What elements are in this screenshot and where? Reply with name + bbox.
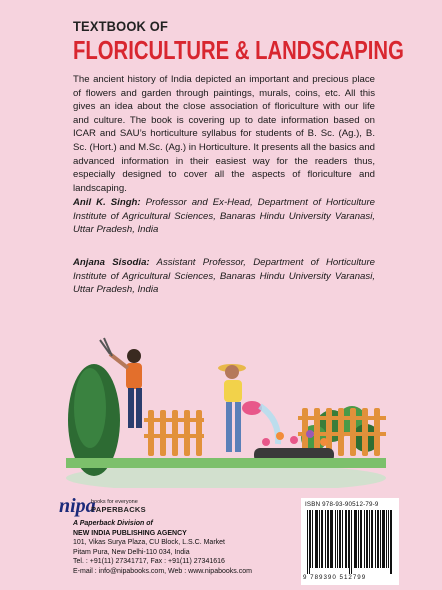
barcode-number: 9 789390 512799 [303, 574, 367, 581]
nipa-logo-text: nipa [59, 495, 96, 517]
book-title-block [73, 18, 404, 66]
phone-fax: Tel. : +91(11) 27341717, Fax : +91(11) 27341616 [73, 558, 225, 566]
author-1-name: Anil K. Singh: [73, 197, 141, 208]
logo-imprint: PAPERBACKS [91, 505, 146, 514]
book-title: FLORICULTURE & LANDSCAPING [73, 35, 404, 65]
gardening-illustration [66, 308, 386, 488]
publisher-name: NEW INDIA PUBLISHING AGENCY [73, 529, 187, 537]
author-1-details: Professor and Ex-Head, Department of Horticulture Institute of Agricultural Sciences, Banaras Hindu University Varanasi, Uttar Pradesh, India [73, 197, 375, 236]
barcode-panel [301, 498, 399, 585]
logo-tagline: books for everyone [91, 499, 138, 505]
barcode-icon [307, 510, 393, 574]
gardener-watering [218, 364, 278, 452]
isbn-text: ISBN 978-93-90512-79-9 [305, 501, 379, 508]
book-blurb: The ancient history of India depicted an important and precious place of flowers and garden through paintings, murals, coins, etc. All this gives an idea about the close association of floriculture with our life and culture. The book is covering up to date information based on ICAR and SAU’s horticulture syllabus for students of B. Sc. (Ag.), B. Sc. (Hort.) and M.Sc. (Ag.) in Horticulture. It presents all the basics and advanced information in their easiest way for the readers thus, especially designed to cover all the aspects of floriculture and landscaping. [73, 74, 375, 194]
garden-fence-left [144, 410, 204, 456]
author-2-details: Assistant Professor, Department of Horticulture Institute of Agricultural Sciences, Banaras Hindu University Varanasi, Uttar Pradesh, India [73, 257, 376, 296]
publisher-footer [59, 497, 399, 587]
publisher-address [73, 519, 252, 577]
publisher-division: A Paperback Division of [73, 520, 153, 527]
author-1 [73, 196, 375, 237]
address-line-1: 101, Vikas Surya Plaza, CU Block, L.S.C. Market [73, 539, 225, 547]
email-web: E-mail : info@nipabooks.com, Web : www.nipabooks.com [73, 567, 252, 575]
publisher-logo [59, 497, 169, 515]
address-line-2: Pitam Pura, New Delhi-110 034, India [73, 548, 190, 556]
author-2-name: Anjana Sisodia: [73, 257, 150, 268]
book-subtitle: TEXTBOOK OF [73, 18, 169, 34]
author-2 [73, 256, 375, 297]
